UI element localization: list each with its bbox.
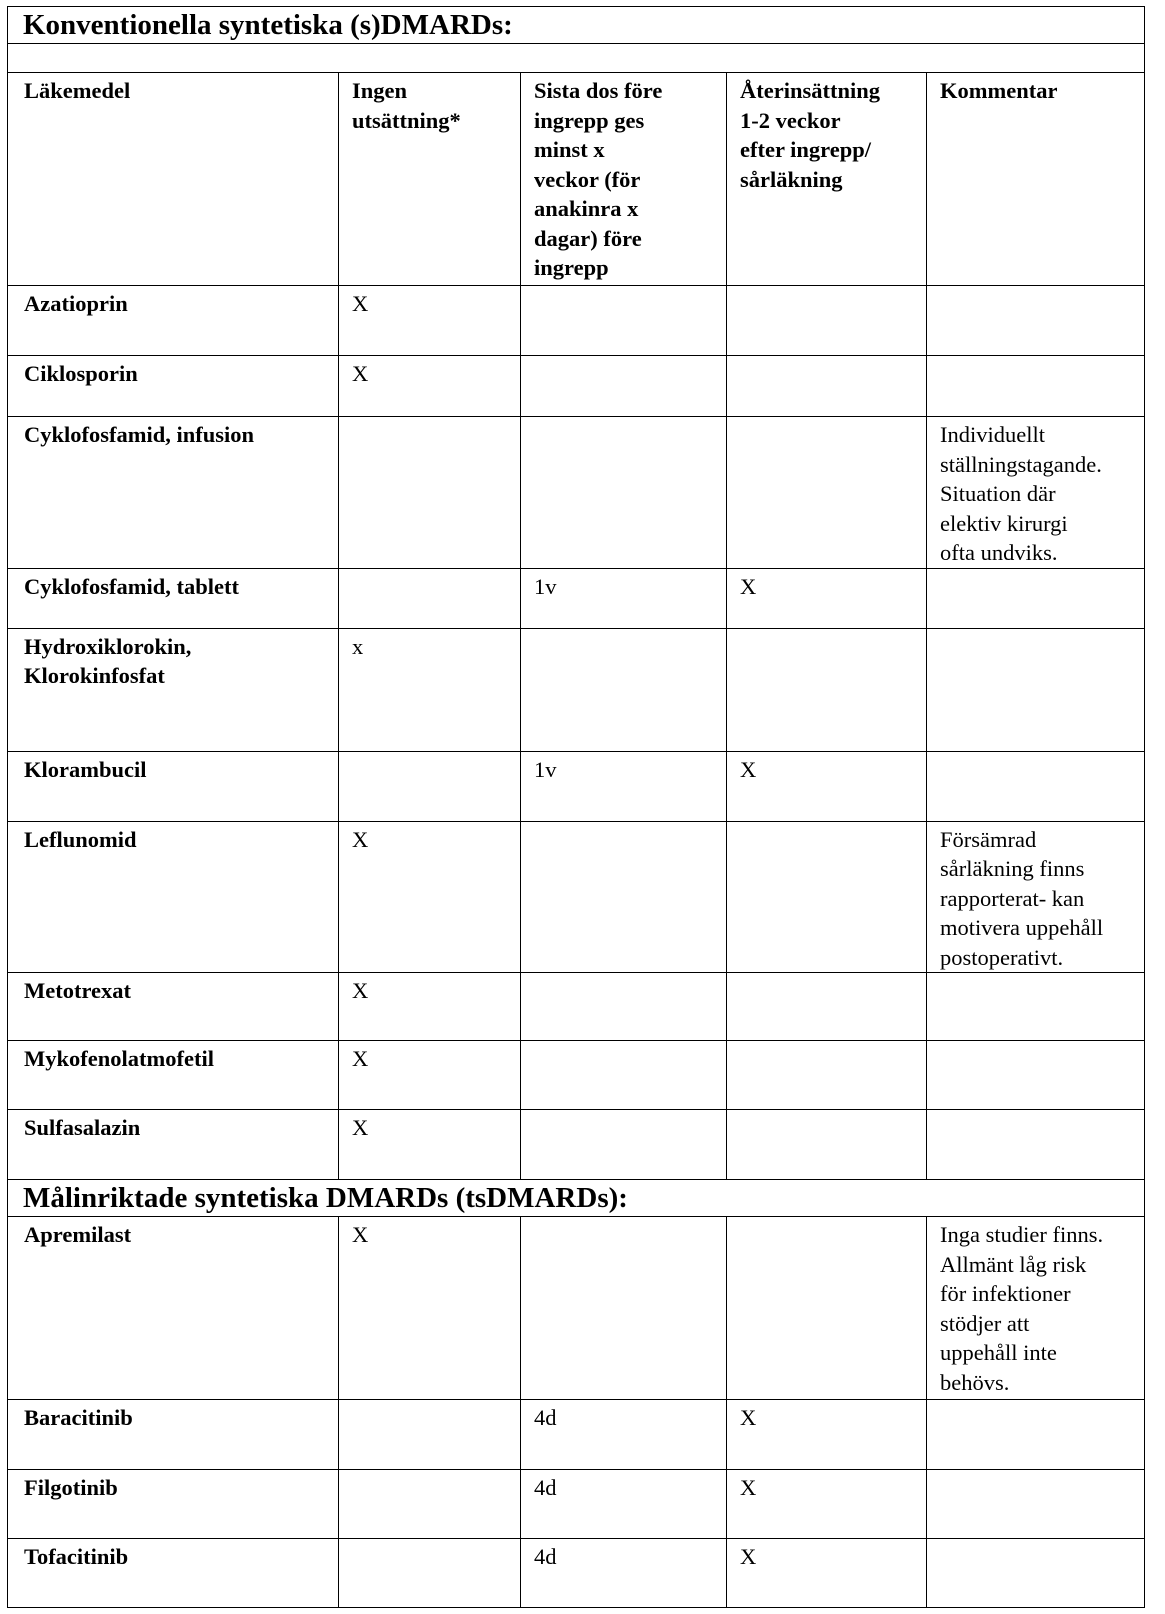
text-line: motivera uppehåll [940,915,1104,940]
table-row [8,417,1145,569]
table-row [8,628,1145,751]
last-dose-cell [521,628,727,751]
restart-cell: X [727,1539,927,1608]
last-dose-cell [521,356,727,417]
text-line: Metotrexat [24,978,132,1003]
comment-cell [927,751,1145,821]
no-stop-cell: x [339,628,521,751]
last-dose-cell [521,1110,727,1180]
no-stop-cell: X [339,1217,521,1400]
table-row [8,1470,1145,1539]
text-line: Cyklofosfamid, tablett [24,573,239,599]
text-line: rapporterat- kan [940,885,1085,911]
no-stop-cell [339,417,521,569]
table-row [8,973,1145,1041]
table-row [8,1400,1145,1470]
column-header-restart [727,73,927,286]
comment-cell [927,821,1145,973]
header-line: sårläkning [740,166,843,192]
drug-name-cell [8,286,339,356]
text-line: Baracitinib [24,1405,133,1430]
no-stop-cell: X [339,1041,521,1110]
no-stop-cell: X [339,973,521,1041]
section-header-row [8,7,1145,44]
restart-cell: X [727,568,927,628]
drug-name-cell [8,417,339,569]
comment-cell [927,417,1145,569]
restart-cell: X [727,751,927,821]
text-line: Försämrad [940,826,1037,852]
comment-cell [927,973,1145,1041]
last-dose-cell [521,286,727,356]
restart-cell [727,821,927,973]
text-line: Hydroxiklorokin, [24,633,192,659]
no-stop-cell: X [339,356,521,417]
text-line: sårläkning finns [940,856,1085,881]
comment-cell [927,1041,1145,1110]
header-line: veckor (för [534,166,641,192]
text-line: Mykofenolatmofetil [24,1046,214,1071]
last-dose-cell [521,821,727,973]
text-line: Klorokinfosfat [24,663,165,688]
comment-cell [927,286,1145,356]
comment-cell [927,1539,1145,1608]
restart-cell [727,1110,927,1180]
comment-cell [927,1470,1145,1539]
column-header-comment: Kommentar [927,73,1145,286]
table-row [8,286,1145,356]
drug-name-cell [8,1041,339,1110]
header-line: Sista dos före [534,78,663,103]
dmard-surgery-table [7,6,1145,1608]
text-line: för infektioner [940,1281,1071,1306]
section-title-conventional: Konventionella syntetiska (s)DMARDs: [8,7,1145,44]
restart-cell: X [727,1400,927,1470]
drug-name-cell [8,1539,339,1608]
drug-name-cell [8,751,339,821]
drug-name-cell [8,356,339,417]
restart-cell [727,628,927,751]
table-row [8,1539,1145,1608]
column-header-row [8,73,1145,286]
text-line: Apremilast [24,1222,132,1247]
last-dose-cell: 4d [521,1470,727,1539]
drug-name-cell [8,1470,339,1539]
text-line: elektiv kirurgi [940,510,1068,536]
restart-cell [727,1217,927,1400]
table-row [8,568,1145,628]
no-stop-cell [339,1400,521,1470]
table-row [8,356,1145,417]
drug-name-cell [8,821,339,973]
empty-cell [8,44,1145,73]
text-line: Allmänt låg risk [940,1251,1087,1277]
text-line: Leflunomid [24,826,137,852]
last-dose-cell: 1v [521,568,727,628]
comment-cell [927,356,1145,417]
restart-cell [727,356,927,417]
comment-cell [927,1110,1145,1180]
header-line: ingrepp [534,255,609,280]
no-stop-cell [339,1470,521,1539]
text-line: ofta undviks. [940,540,1058,565]
text-line: Filgotinib [24,1475,118,1500]
comment-cell [927,1217,1145,1400]
text-line: Cyklofosfamid, infusion [24,422,255,447]
header-line: 1-2 veckor [740,107,841,133]
text-line: stödjer att [940,1310,1030,1336]
no-stop-cell: X [339,286,521,356]
text-line: Inga studier finns. [940,1222,1104,1247]
header-line: minst x [534,137,605,162]
text-line: uppehåll inte [940,1340,1057,1365]
text-line: Situation där [940,481,1056,506]
no-stop-cell [339,568,521,628]
restart-cell [727,286,927,356]
restart-cell [727,1041,927,1110]
header-line: efter ingrepp/ [740,137,872,162]
column-header-no-stop [339,73,521,286]
spacer-row [8,44,1145,73]
header-line: Återinsättning [740,78,880,103]
restart-cell [727,973,927,1041]
drug-name-cell [8,568,339,628]
last-dose-cell [521,973,727,1041]
text-line: behövs. [940,1369,1010,1395]
drug-name-cell [8,1400,339,1470]
text-line: Ciklosporin [24,361,138,386]
section-title-targeted: Målinriktade syntetiska DMARDs (tsDMARDs): [8,1180,1145,1217]
table-row [8,1217,1145,1400]
text-line: Sulfasalazin [24,1115,141,1140]
comment-cell [927,1400,1145,1470]
header-line: utsättning* [352,107,461,133]
last-dose-cell [521,417,727,569]
header-line: Ingen [352,78,408,103]
restart-cell: X [727,1470,927,1539]
no-stop-cell [339,1539,521,1608]
section-header-row [8,1180,1145,1217]
table-row [8,1041,1145,1110]
comment-cell [927,628,1145,751]
header-line: dagar) före [534,225,642,251]
no-stop-cell: X [339,821,521,973]
last-dose-cell [521,1041,727,1110]
text-line: postoperativt. [940,944,1064,970]
text-line: Tofacitinib [24,1544,129,1569]
drug-name-cell [8,628,339,751]
table-row [8,821,1145,973]
text-line: ställningstagande. [940,451,1102,477]
no-stop-cell [339,751,521,821]
last-dose-cell: 4d [521,1539,727,1608]
text-line: Azatioprin [24,291,128,316]
column-header-last-dose [521,73,727,286]
last-dose-cell: 1v [521,751,727,821]
restart-cell [727,417,927,569]
no-stop-cell: X [339,1110,521,1180]
drug-name-cell [8,1217,339,1400]
comment-cell [927,568,1145,628]
last-dose-cell [521,1217,727,1400]
text-line: Klorambucil [24,756,147,782]
header-line: ingrepp ges [534,107,645,133]
last-dose-cell: 4d [521,1400,727,1470]
table-row [8,1110,1145,1180]
drug-name-cell [8,973,339,1041]
header-line: anakinra x [534,196,639,221]
table-row [8,751,1145,821]
drug-name-cell [8,1110,339,1180]
text-line: Individuellt [940,422,1045,447]
column-header-drug: Läkemedel [8,73,339,286]
